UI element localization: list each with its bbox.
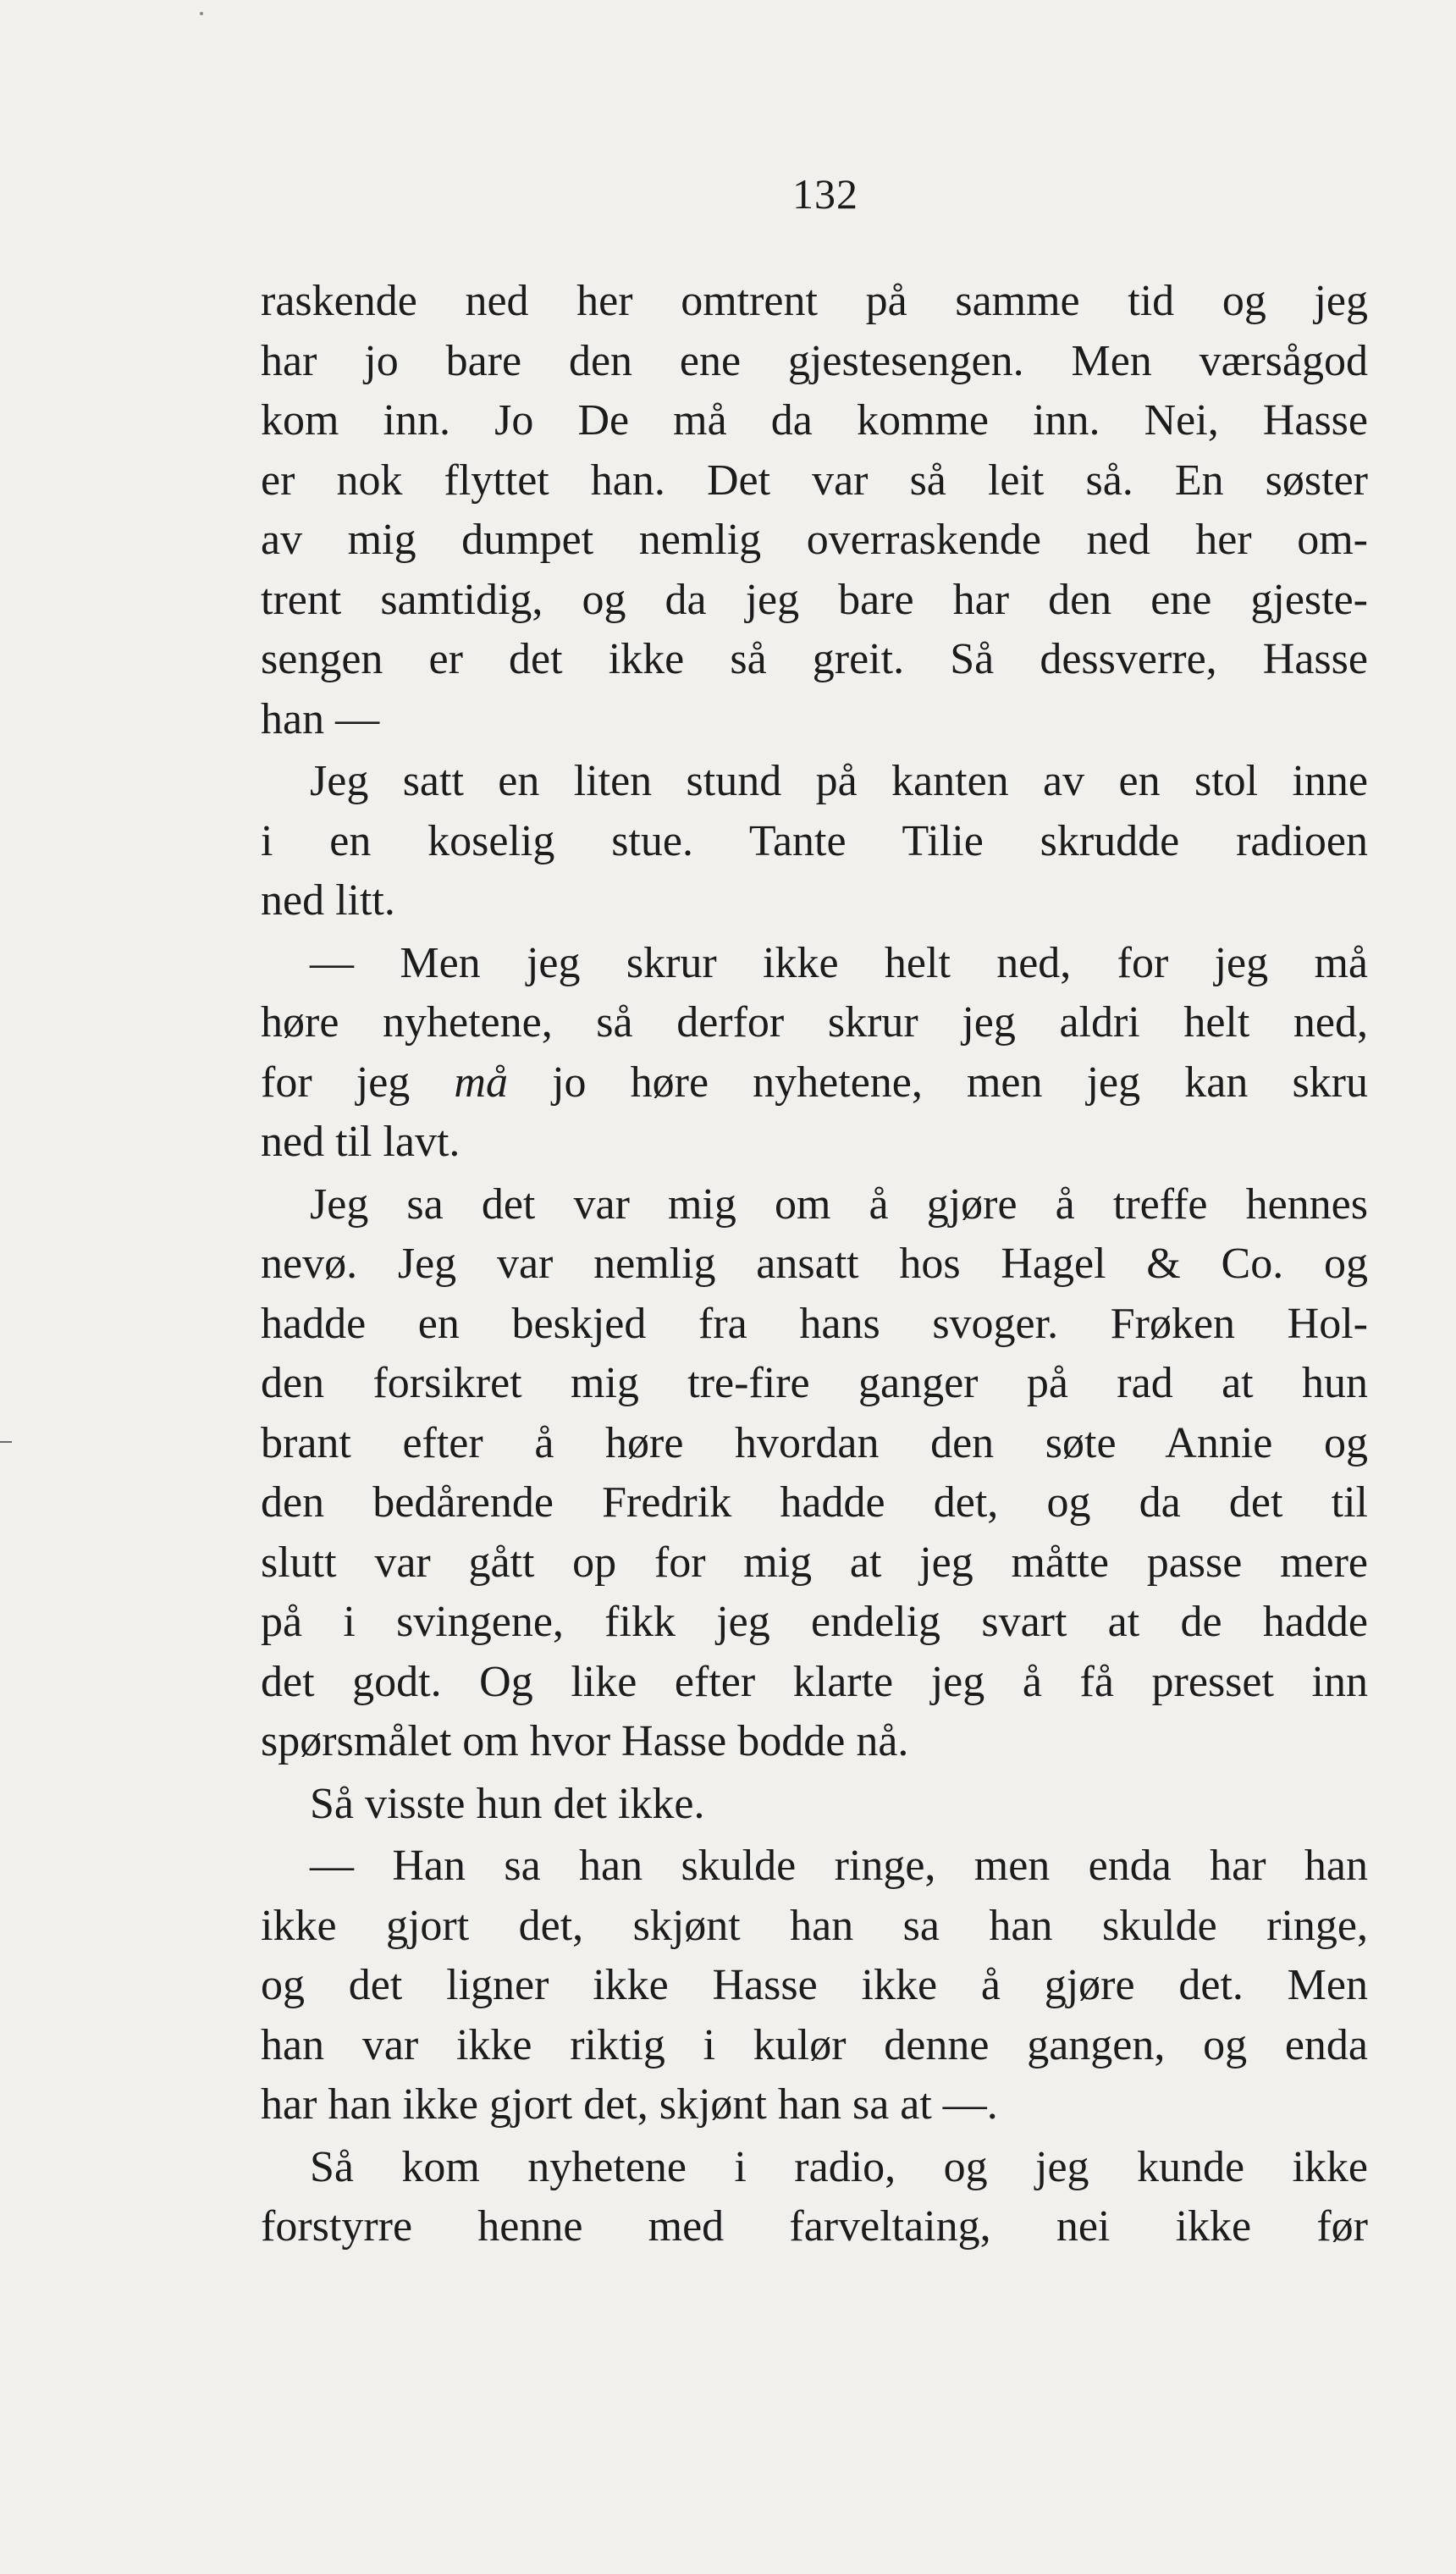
text-line: høre nyhetene, så derfor skrur jeg aldri helt ned, xyxy=(261,998,1368,1047)
emphasized-word: må xyxy=(454,1058,508,1107)
text-line: Så visste hun det ikke. xyxy=(310,1779,705,1828)
text-line: — Han sa han skulde ringe, men enda har han xyxy=(310,1842,1368,1890)
text-line: trent samtidig, og da jeg bare har den ene gjeste- xyxy=(261,575,1368,624)
text-line: Så kom nyhetene i radio, og jeg kunde ikke xyxy=(310,2142,1368,2191)
text-line: av mig dumpet nemlig overraskende ned her om- xyxy=(261,516,1368,564)
paragraph xyxy=(261,752,1368,931)
text-line: han var ikke riktig i kulør denne gangen, og enda xyxy=(261,2020,1368,2069)
text-line: på i svingene, fikk jeg endelig svart at de hadde xyxy=(261,1598,1368,1646)
text-line: — Men jeg skrur ikke helt ned, for jeg må xyxy=(310,938,1368,987)
text-line: Jeg sa det var mig om å gjøre å treffe hennes xyxy=(310,1179,1368,1229)
text-line: forstyrre henne med farveltaing, nei ikke før xyxy=(261,2202,1368,2251)
text-line: spørsmålet om hvor Hasse bodde nå. xyxy=(261,1717,909,1765)
margin-mark xyxy=(0,1441,12,1443)
paper-speck xyxy=(200,12,203,15)
text-line: er nok flyttet han. Det var så leit så. En søster xyxy=(261,456,1368,505)
body-text xyxy=(261,269,1368,2257)
text-line: ned til lavt. xyxy=(261,1118,461,1166)
text-line: ned litt. xyxy=(261,876,395,925)
text-line: brant efter å høre hvordan den søte Annie og xyxy=(261,1418,1368,1467)
text-line: det godt. Og like efter klarte jeg å få presset inn xyxy=(261,1657,1368,1706)
text-line: og det ligner ikke Hasse ikke å gjøre det. Men xyxy=(261,1961,1368,2009)
paragraph xyxy=(261,1837,1368,2135)
text-line: har han ikke gjort det, skjønt han sa at —. xyxy=(261,2080,998,2129)
text-line: han — xyxy=(261,694,380,743)
paragraph xyxy=(261,1175,1368,1772)
text-line: hadde en beskjed fra hans svoger. Frøken Hol- xyxy=(261,1299,1368,1348)
text-line: Jeg satt en liten stund på kanten av en stol inne xyxy=(310,757,1368,805)
text-line: slutt var gått op for mig at jeg måtte passe mere xyxy=(261,1538,1368,1587)
text-line: den bedårende Fredrik hadde det, og da det til xyxy=(261,1478,1368,1527)
text-line: nevø. Jeg var nemlig ansatt hos Hagel & Co. og xyxy=(261,1240,1368,1288)
text-line: har jo bare den ene gjestesengen. Men værsågod xyxy=(261,336,1368,385)
paragraph xyxy=(261,2138,1368,2257)
paragraph xyxy=(261,1775,1368,1835)
paragraph xyxy=(261,934,1368,1173)
paragraph xyxy=(261,272,1368,749)
text-line: i en koselig stue. Tante Tilie skrudde radioen xyxy=(261,816,1368,865)
page-number: 132 xyxy=(792,170,858,218)
text-line: kom inn. Jo De må da komme inn. Nei, Hasse xyxy=(261,396,1368,445)
text-line: sengen er det ikke så greit. Så dessverre, Hasse xyxy=(261,635,1368,683)
text-line: for jeg må jo høre nyhetene, men jeg kan skru xyxy=(261,1058,1369,1107)
text-line: raskende ned her omtrent på samme tid og jeg xyxy=(261,277,1368,325)
text-line: ikke gjort det, skjønt han sa han skulde ringe, xyxy=(261,1901,1368,1950)
text-line: den forsikret mig tre-fire ganger på rad at hun xyxy=(261,1359,1368,1407)
